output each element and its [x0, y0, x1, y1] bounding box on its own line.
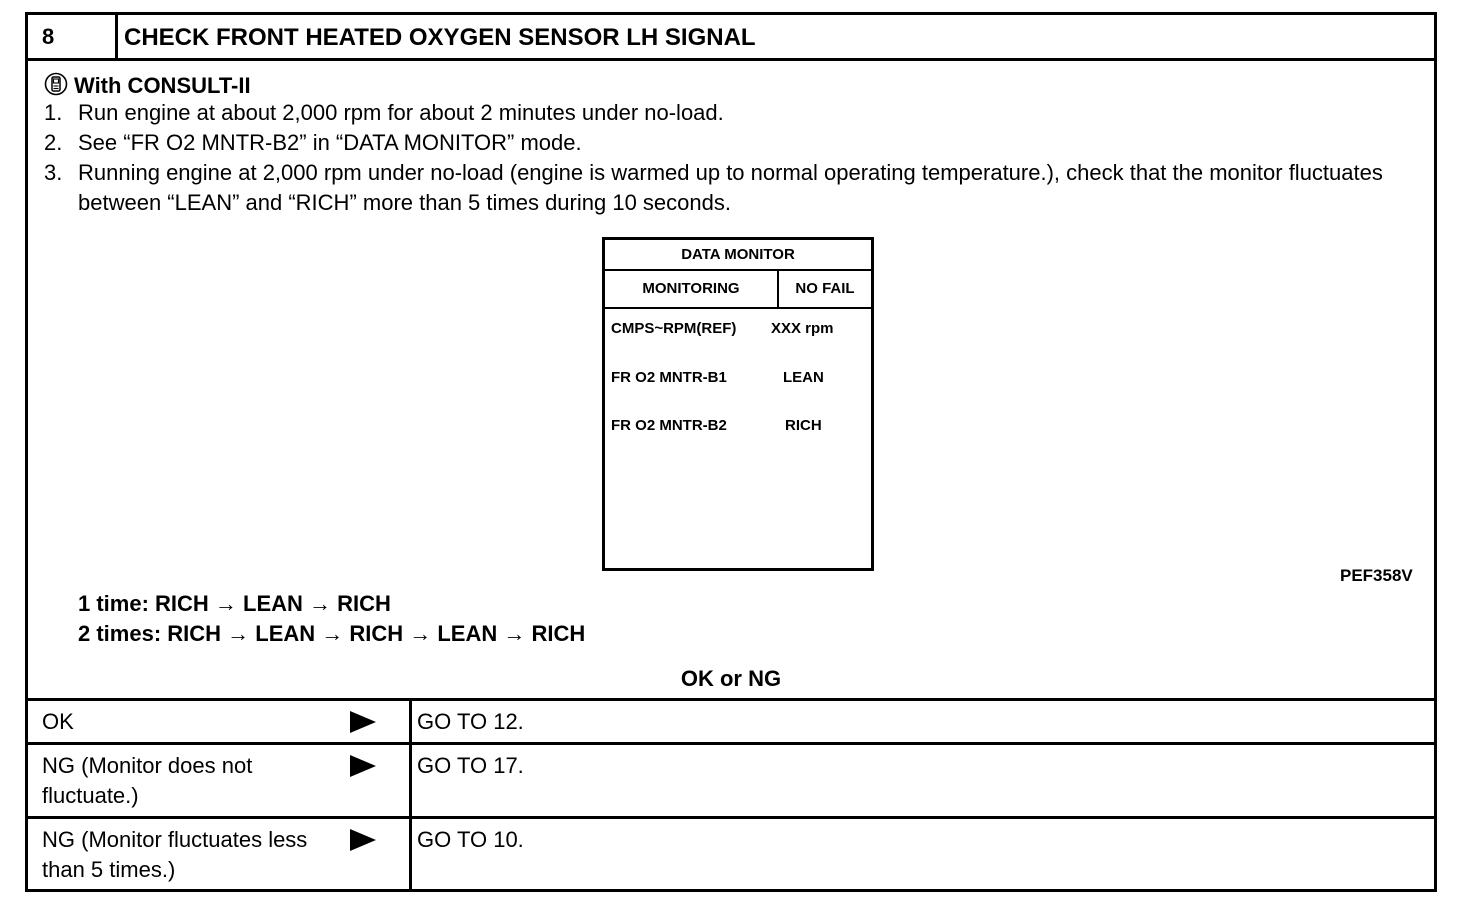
- monitor-value: LEAN: [783, 369, 824, 386]
- triangle-arrow-icon: [350, 755, 376, 782]
- monitor-value: RICH: [785, 417, 822, 434]
- result-row-ng-no-fluctuate: [28, 742, 1434, 816]
- triangle-arrow-icon: [350, 711, 376, 738]
- result-row-ng-less-than-5: [28, 816, 1434, 892]
- step-number: 8: [28, 15, 118, 58]
- triangle-arrow-icon: [350, 829, 376, 856]
- step-title: CHECK FRONT HEATED OXYGEN SENSOR LH SIGNAL: [124, 24, 756, 51]
- consult-label: With CONSULT-II: [74, 73, 251, 98]
- result-condition: NG (Monitor does not fluctuate.): [42, 753, 253, 808]
- result-action: GO TO 17.: [417, 753, 524, 778]
- result-row-ok: [28, 698, 1434, 742]
- data-monitor-screen: [602, 237, 874, 571]
- result-condition: NG (Monitor fluctuates less than 5 times.): [42, 827, 308, 882]
- data-monitor-status-row: [605, 271, 871, 309]
- figure-code: PEF358V: [1340, 566, 1413, 585]
- monitor-value: XXX rpm: [771, 320, 834, 337]
- step-header: [28, 15, 1434, 61]
- result-action: GO TO 10.: [417, 827, 524, 852]
- result-condition: OK: [42, 709, 74, 734]
- monitor-item: CMPS~RPM(REF): [611, 320, 737, 337]
- ok-or-ng-label: OK or NG: [680, 666, 782, 691]
- data-monitor-title: DATA MONITOR: [605, 240, 871, 271]
- result-action: GO TO 12.: [417, 709, 524, 734]
- monitor-item: FR O2 MNTR-B1: [611, 369, 727, 386]
- procedure-box: 8 CHECK FRONT HEATED OXYGEN SENSOR LH SIGNAL With CONSULT-II 1. Run engine at about 2,000 rpm for about 2 minutes under no-load. 2. See “FR O2 MNTR-B2” in “DATA MONITOR” mode. 3. Running engine at 2,000 rpm under no-load (engine is warmed up to normal operating temperature.), check that the monitor fluctuates between “LEAN” and “RICH” more than 5 times during 10 seconds. DATA MONITOR MONITORING NO FAIL CMPS~RPM(REF) XXX rpm FR O2 MNTR-B1 LEAN FR O2 MNTR-B2 RICH PEF358V 1 time: RICH → LEAN → RICH 2 times: RICH → LEAN → RICH → LEAN → RICH OK or NG OK GO TO 12. NG (Monitor does not fluctuate.) GO TO 17. NG (Monitor fluctuates less than 5 times.) GO TO 10.: [25, 12, 1437, 892]
- no-fail-label: NO FAIL: [795, 280, 855, 297]
- sequence-1-time: 1 time: RICH → LEAN → RICH: [78, 591, 391, 616]
- monitor-item: FR O2 MNTR-B2: [611, 417, 727, 434]
- sequence-2-times: 2 times: RICH → LEAN → RICH → LEAN → RICH: [78, 621, 586, 646]
- monitoring-label: MONITORING: [605, 271, 779, 307]
- result-column-divider: [409, 698, 412, 892]
